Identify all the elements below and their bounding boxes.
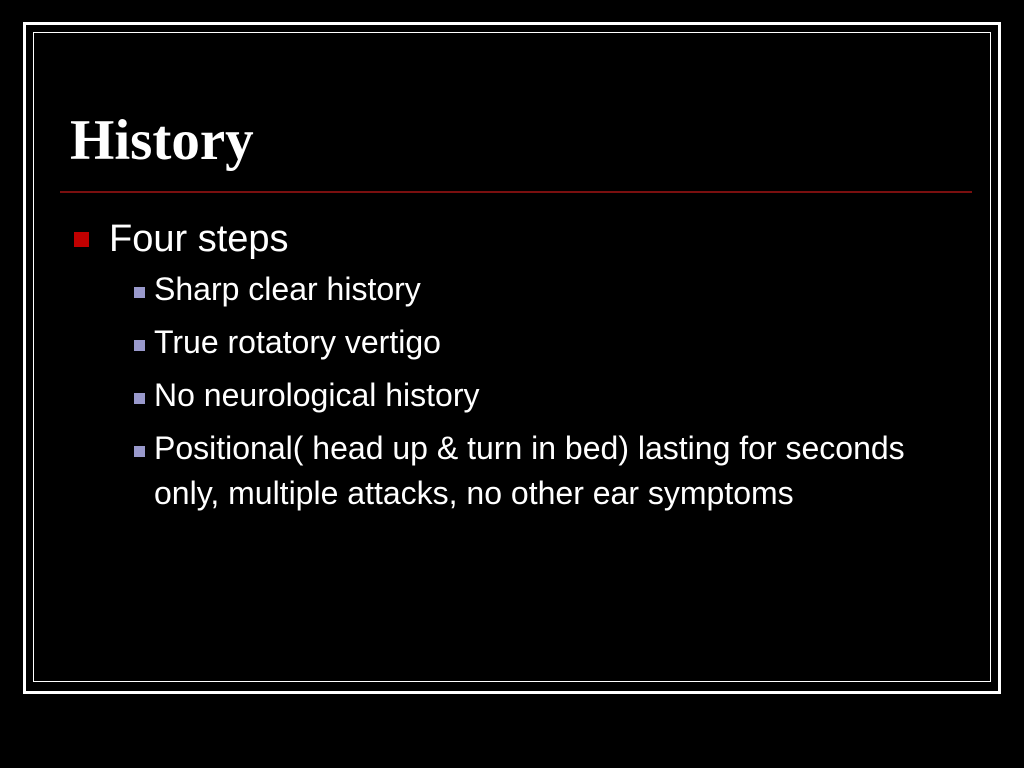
sub-bullet-text: No neurological history (154, 377, 480, 413)
title-divider (60, 191, 972, 193)
square-bullet-icon (74, 232, 89, 247)
sub-list-item (119, 426, 934, 516)
sub-list-item (119, 373, 934, 418)
bullet-list (74, 215, 905, 524)
sub-bullet-text: Positional( head up & turn in bed) lasting for seconds only, multiple attacks, no other ear symptoms (154, 430, 905, 511)
sub-bullet-text: Sharp clear history (154, 271, 421, 307)
square-bullet-icon (134, 287, 145, 298)
sub-list-item (119, 320, 934, 365)
sub-bullet-text: True rotatory vertigo (154, 324, 441, 360)
slide-title: History (70, 109, 254, 172)
square-bullet-icon (134, 393, 145, 404)
sub-bullet-list (154, 267, 934, 516)
bullet-text: Four steps (109, 218, 289, 260)
square-bullet-icon (134, 446, 145, 457)
square-bullet-icon (134, 340, 145, 351)
sub-list-item (119, 267, 934, 312)
list-item (74, 215, 905, 516)
